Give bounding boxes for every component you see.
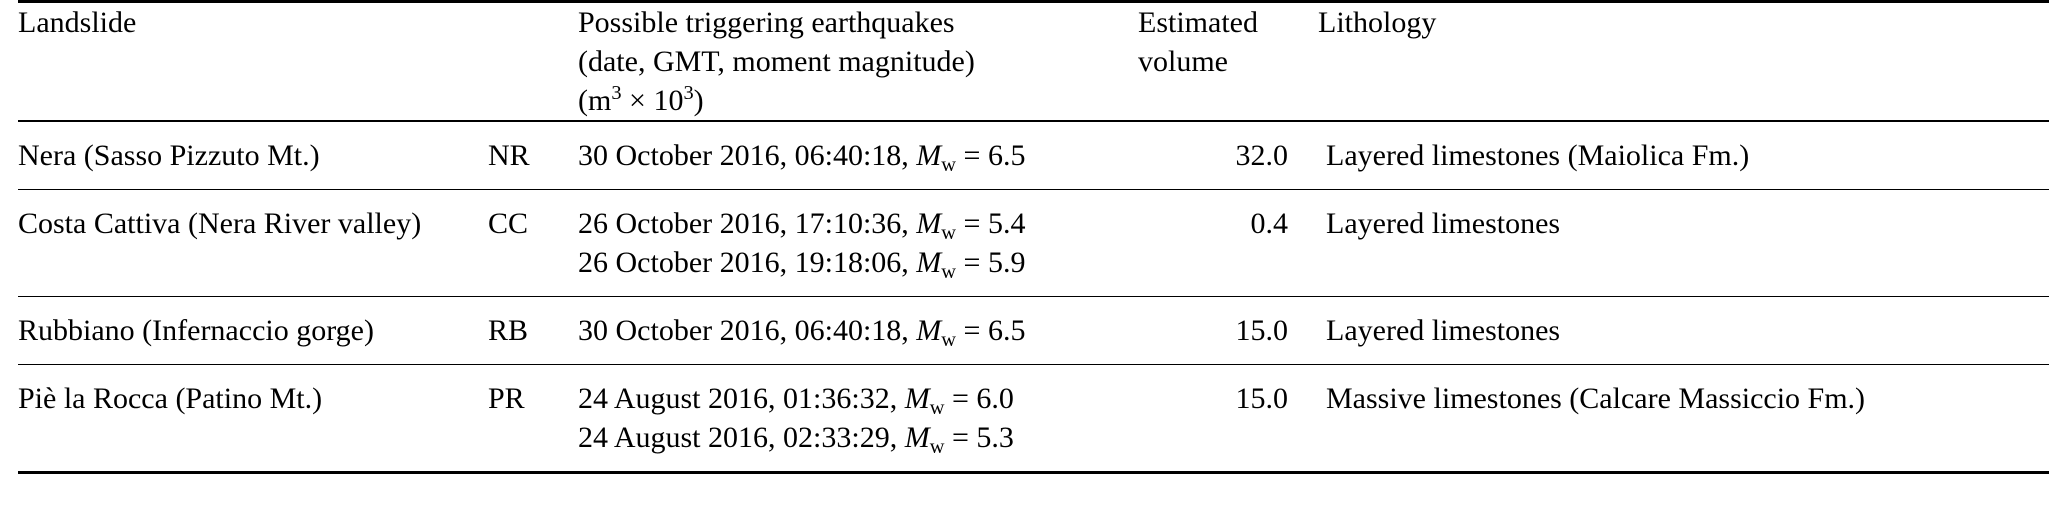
volume-header-line-1: Estimated: [1138, 6, 1258, 39]
unit-prefix: (m: [578, 84, 612, 117]
volume-header-line-2: volume: [1138, 45, 1228, 78]
magnitude-symbol: M: [916, 139, 942, 172]
cell-landslide-name: Nera (Sasso Pizzuto Mt.): [18, 139, 320, 172]
table-body: [18, 121, 2049, 473]
earthquakes-header-line-3: [578, 81, 1138, 120]
earthquakes-header-line-2: (date, GMT, moment magnitude): [578, 45, 975, 78]
magnitude-symbol: M: [904, 421, 930, 454]
earthquake-entry: [578, 204, 1138, 243]
earthquake-entry: [578, 311, 1138, 350]
cell-landslide-abbreviation: CC: [488, 190, 578, 297]
cell-landslide-name: Piè la Rocca (Patino Mt.): [18, 365, 488, 473]
magnitude-symbol: M: [904, 382, 930, 415]
column-header-landslide: Landslide: [18, 2, 488, 122]
cell-estimated-volume: 32.0: [1235, 139, 1288, 172]
earthquake-entry: [578, 136, 1138, 175]
unit-suffix: ): [693, 84, 704, 117]
column-header-abbreviation: [488, 2, 578, 122]
cell-lithology: Layered limestones: [1318, 190, 2049, 297]
cell-earthquakes: [578, 190, 1138, 297]
magnitude-symbol: M: [916, 314, 942, 347]
earthquake-datetime: 30 October 2016, 06:40:18,: [578, 314, 917, 347]
table-row: [18, 365, 2049, 473]
magnitude-value: = 5.9: [956, 246, 1026, 279]
table-row: [18, 297, 2049, 365]
table-row: [18, 121, 2049, 190]
unit-middle: × 10: [621, 84, 684, 117]
cell-landslide-abbreviation: PR: [488, 365, 578, 473]
column-header-earthquakes: [578, 2, 1138, 122]
earthquake-entry: [578, 418, 1138, 457]
cell-earthquakes: [578, 365, 1138, 473]
earthquakes-header-line-1: Possible triggering earthquakes: [578, 6, 955, 39]
cell-estimated-volume: 15.0: [1138, 297, 1318, 365]
magnitude-value: = 6.5: [956, 314, 1026, 347]
cell-landslide-name: Rubbiano (Infernaccio gorge): [18, 297, 488, 365]
magnitude-symbol: M: [916, 207, 942, 240]
unit-exponent-1: 3: [611, 81, 622, 104]
cell-landslide-abbreviation: NR: [488, 139, 530, 172]
magnitude-subscript: w: [941, 221, 957, 244]
magnitude-value: = 5.3: [944, 421, 1014, 454]
magnitude-subscript: w: [929, 435, 945, 458]
cell-estimated-volume: 15.0: [1138, 365, 1318, 473]
magnitude-subscript: w: [929, 396, 945, 419]
magnitude-value: = 6.5: [956, 139, 1026, 172]
table-row: [18, 190, 2049, 297]
earthquake-datetime: 30 October 2016, 06:40:18,: [578, 139, 917, 172]
earthquake-entry: [578, 243, 1138, 282]
cell-landslide-name: Costa Cattiva (Nera River valley): [18, 190, 488, 297]
magnitude-symbol: M: [916, 246, 942, 279]
earthquake-datetime: 26 October 2016, 17:10:36,: [578, 207, 917, 240]
magnitude-value: = 5.4: [956, 207, 1026, 240]
cell-earthquakes: [578, 121, 1138, 190]
earthquake-entry: [578, 379, 1138, 418]
landslide-earthquake-table: [18, 0, 2049, 474]
column-header-volume: [1138, 2, 1318, 122]
table-header-row: [18, 2, 2049, 122]
cell-lithology: Layered limestones: [1318, 297, 2049, 365]
cell-earthquakes: [578, 297, 1138, 365]
earthquake-datetime: 24 August 2016, 01:36:32,: [578, 382, 905, 415]
earthquake-datetime: 26 October 2016, 19:18:06,: [578, 246, 917, 279]
unit-exponent-2: 3: [683, 81, 694, 104]
cell-landslide-abbreviation: RB: [488, 297, 578, 365]
magnitude-subscript: w: [941, 260, 957, 283]
cell-lithology: Massive limestones (Calcare Massiccio Fm.): [1318, 365, 2049, 473]
cell-lithology: Layered limestones (Maiolica Fm.): [1326, 139, 1750, 172]
column-header-lithology: Lithology: [1318, 2, 2049, 122]
earthquake-datetime: 24 August 2016, 02:33:29,: [578, 421, 905, 454]
magnitude-subscript: w: [941, 153, 957, 176]
cell-estimated-volume: 0.4: [1138, 190, 1318, 297]
magnitude-subscript: w: [941, 328, 957, 351]
magnitude-value: = 6.0: [944, 382, 1014, 415]
table-header: [18, 2, 2049, 122]
